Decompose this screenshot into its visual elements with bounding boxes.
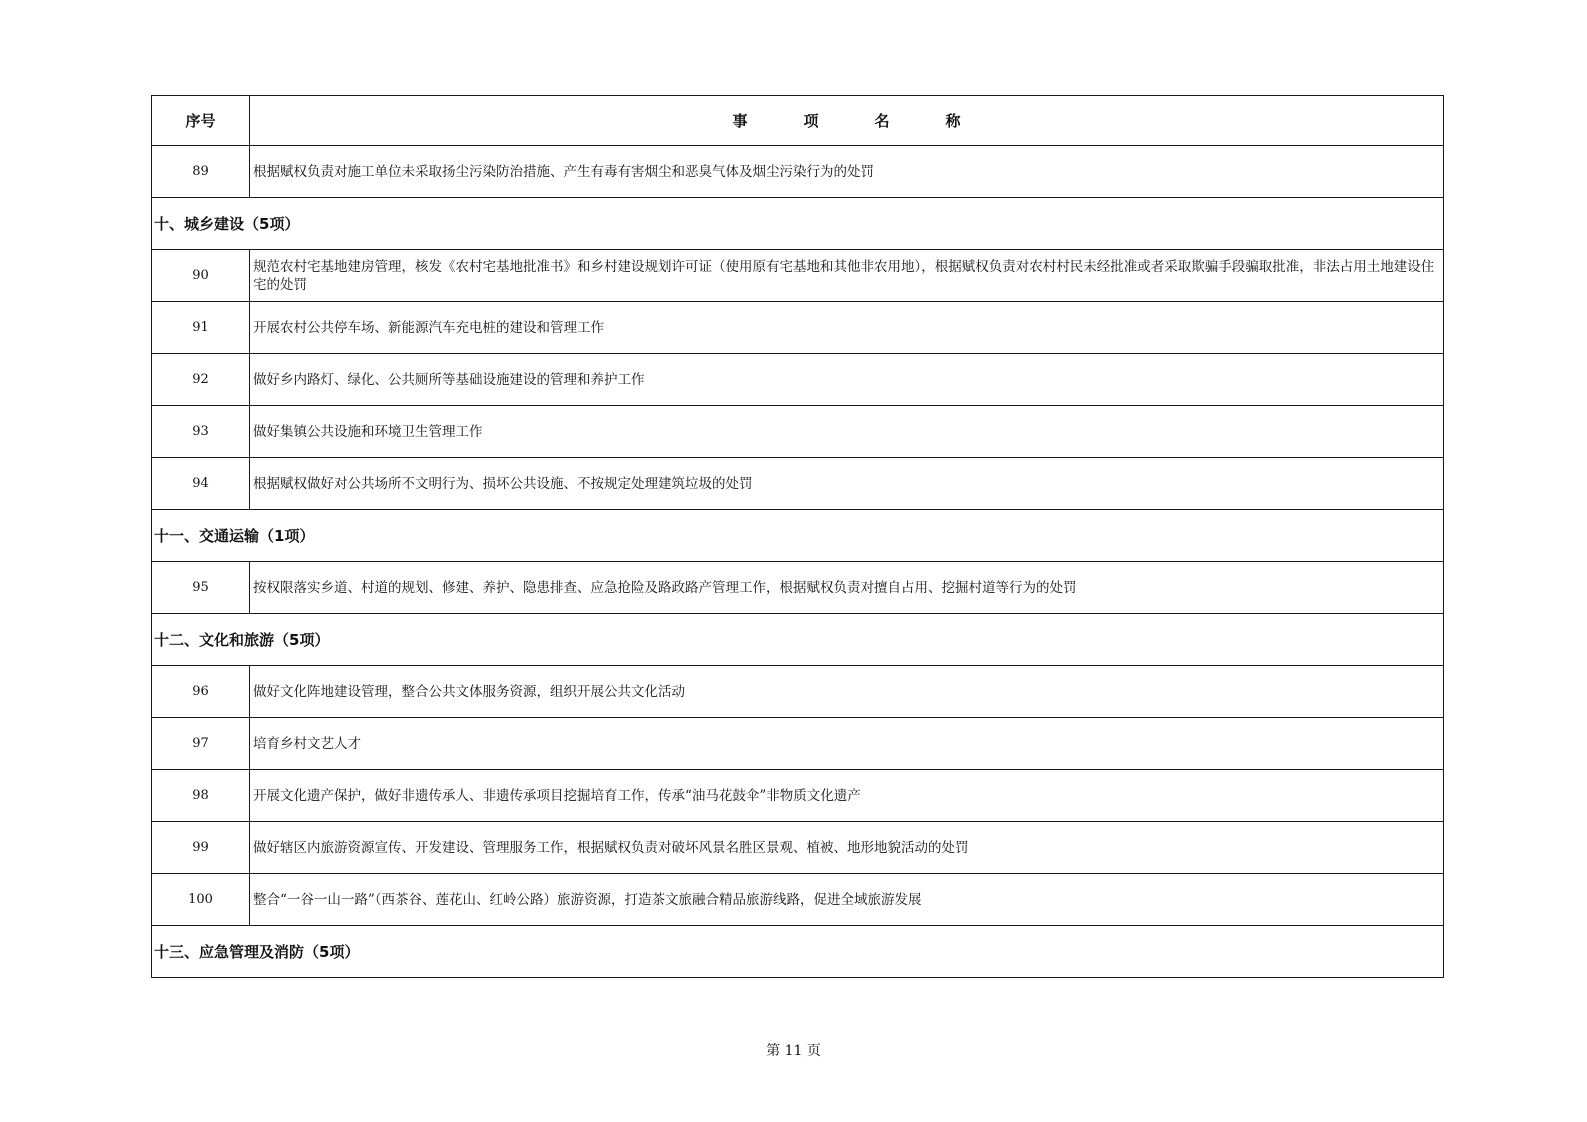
- section-header-row: [152, 926, 1444, 978]
- table-row: [152, 666, 1444, 718]
- row-number: 98: [152, 770, 250, 822]
- row-number: 90: [152, 250, 250, 302]
- row-matter: 开展农村公共停车场、新能源汽车充电桩的建设和管理工作: [250, 302, 1444, 354]
- table-row: [152, 562, 1444, 614]
- header-char: 名: [874, 112, 890, 130]
- page-number: 第 11 页: [766, 1043, 821, 1059]
- row-matter: 根据赋权负责对施工单位未采取扬尘污染防治措施、产生有毒有害烟尘和恶臭气体及烟尘污染行为的处罚: [250, 146, 1444, 198]
- table-row: [152, 718, 1444, 770]
- table-row: [152, 406, 1444, 458]
- section-header-row: [152, 510, 1444, 562]
- row-number: 93: [152, 406, 250, 458]
- table-row: [152, 822, 1444, 874]
- table-row: [152, 354, 1444, 406]
- row-number: 99: [152, 822, 250, 874]
- row-matter: 整合“一谷一山一路”（西茶谷、莲花山、红岭公路）旅游资源，打造茶文旅融合精品旅游线路，促进全域旅游发展: [250, 874, 1444, 926]
- row-number: 97: [152, 718, 250, 770]
- row-matter: 做好文化阵地建设管理，整合公共文体服务资源，组织开展公共文化活动: [250, 666, 1444, 718]
- row-number: 89: [152, 146, 250, 198]
- table-row: [152, 250, 1444, 302]
- table-row: [152, 302, 1444, 354]
- header-serial-number: 序号: [152, 96, 250, 146]
- row-matter: 做好辖区内旅游资源宣传、开发建设、管理服务工作，根据赋权负责对破坏风景名胜区景观、植被、地形地貌活动的处罚: [250, 822, 1444, 874]
- section-title: 十二、文化和旅游（5项）: [152, 614, 1444, 666]
- row-matter: 按权限落实乡道、村道的规划、修建、养护、隐患排查、应急抢险及路政路产管理工作，根据赋权负责对擅自占用、挖掘村道等行为的处罚: [250, 562, 1444, 614]
- row-number: 100: [152, 874, 250, 926]
- section-title: 十一、交通运输（1项）: [152, 510, 1444, 562]
- matters-table: [151, 95, 1444, 978]
- row-matter: 根据赋权做好对公共场所不文明行为、损坏公共设施、不按规定处理建筑垃圾的处罚: [250, 458, 1444, 510]
- section-title: 十、城乡建设（5项）: [152, 198, 1444, 250]
- row-matter: 规范农村宅基地建房管理，核发《农村宅基地批准书》和乡村建设规划许可证（使用原有宅基地和其他非农用地），根据赋权负责对农村村民未经批准或者采取欺骗手段骗取批准，非法占用土地建设住宅的处罚: [250, 250, 1444, 302]
- header-char: 事: [732, 112, 748, 130]
- table-row: [152, 874, 1444, 926]
- row-number: 91: [152, 302, 250, 354]
- table-row: [152, 146, 1444, 198]
- row-number: 95: [152, 562, 250, 614]
- row-number: 92: [152, 354, 250, 406]
- section-header-row: [152, 198, 1444, 250]
- table-row: [152, 770, 1444, 822]
- row-matter: 做好乡内路灯、绿化、公共厕所等基础设施建设的管理和养护工作: [250, 354, 1444, 406]
- header-matter-name: [250, 96, 1444, 146]
- section-title: 十三、应急管理及消防（5项）: [152, 926, 1444, 978]
- section-header-row: [152, 614, 1444, 666]
- header-char: 项: [803, 112, 819, 130]
- row-number: 96: [152, 666, 250, 718]
- row-matter: 做好集镇公共设施和环境卫生管理工作: [250, 406, 1444, 458]
- row-matter: 培育乡村文艺人才: [250, 718, 1444, 770]
- row-matter: 开展文化遗产保护，做好非遗传承人、非遗传承项目挖掘培育工作，传承“油马花鼓伞”非物质文化遗产: [250, 770, 1444, 822]
- table-header-row: [152, 96, 1444, 146]
- table-row: [152, 458, 1444, 510]
- row-number: 94: [152, 458, 250, 510]
- header-char: 称: [945, 112, 961, 130]
